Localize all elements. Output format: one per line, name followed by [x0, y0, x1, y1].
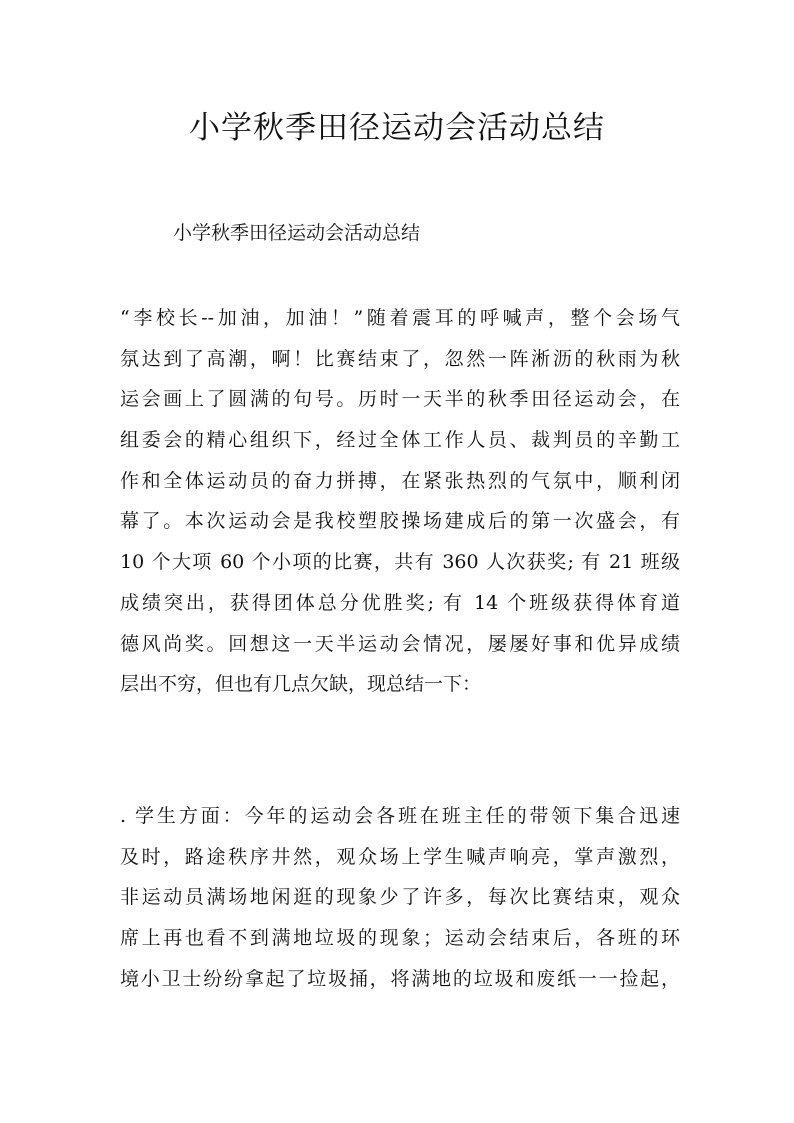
paragraph-line: 运会画上了圆满的句号。历时一天半的秋季田径运动会，在: [120, 388, 680, 411]
paragraph-line: 德风尚奖。回想这一天半运动会情况，屡屡好事和优异成绩: [120, 632, 680, 655]
paragraph-line: 非运动员满场地闲逛的现象少了许多，每次比赛结束，观众: [120, 886, 680, 909]
paragraph-line: “李校长--加油，加油！”随着震耳的呼喊声，整个会场气: [120, 307, 680, 329]
paragraph-line: 成绩突出，获得团体总分优胜奖; 有 14 个班级获得体育道: [120, 591, 680, 614]
paragraph-intro: [120, 298, 680, 705]
paragraph-students: [120, 796, 680, 999]
paragraph-line: 氛达到了高潮，啊！比赛结束了，忽然一阵淅沥的秋雨为秋: [120, 347, 680, 370]
paragraph-line: 层出不穷，但也有几点欠缺，现总结一下：: [120, 673, 482, 696]
paragraph-line: 10 个大项 60 个小项的比赛，共有 360 人次获奖; 有 21 班级: [120, 551, 680, 574]
document-subtitle: 小学秋季田径运动会活动总结: [173, 222, 421, 244]
paragraph-line: 组委会的精心组织下，经过全体工作人员、裁判员的辛勤工: [120, 429, 680, 452]
paragraph-line: 幕了。本次运动会是我校塑胶操场建成后的第一次盛会，有: [120, 510, 680, 533]
paragraph-line: 作和全体运动员的奋力拼搏，在紧张热烈的气氛中，顺利闭: [120, 469, 680, 492]
paragraph-line: 及时，路途秩序井然，观众场上学生喊声响亮，掌声激烈，: [120, 845, 680, 868]
paragraph-line: . 学生方面：今年的运动会各班在班主任的带领下集合迅速: [120, 805, 680, 827]
paragraph-line: 境小卫士纷纷拿起了垃圾捅，将满地的垃圾和废纸一一捡起，: [120, 967, 680, 990]
document-title: 小学秋季田径运动会活动总结: [189, 110, 605, 146]
paragraph-line: 席上再也看不到满地垃圾的现象；运动会结束后，各班的环: [120, 927, 680, 950]
